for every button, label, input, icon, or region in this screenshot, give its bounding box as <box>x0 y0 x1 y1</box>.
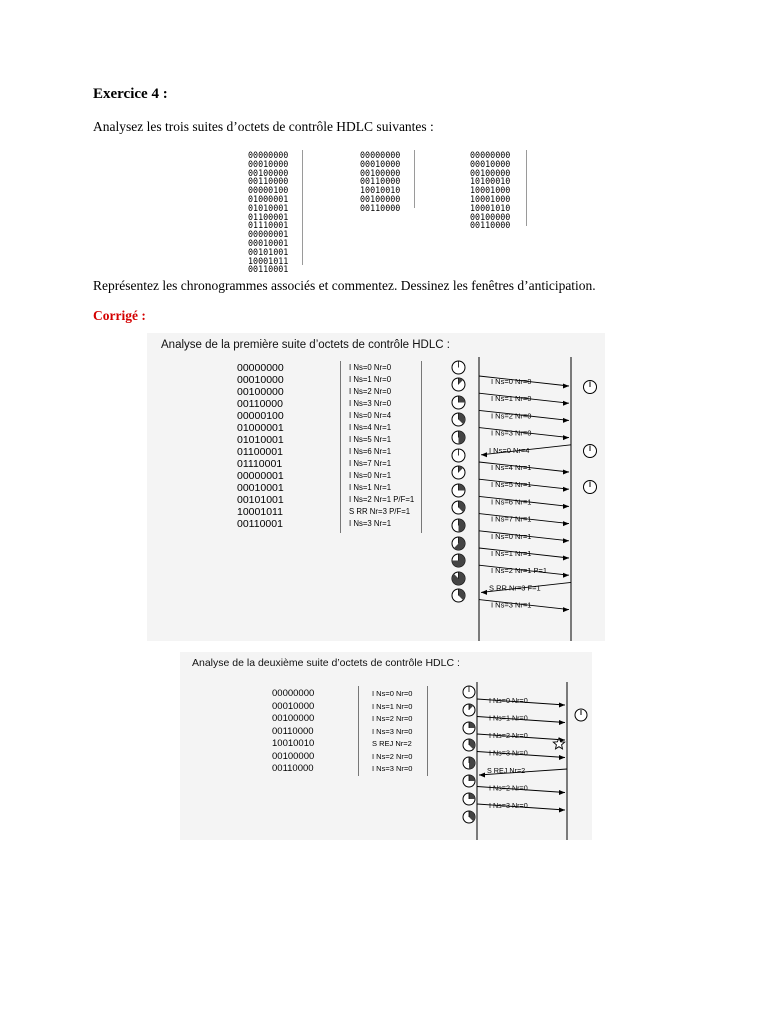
analysis-2-caption: Analyse de la deuxième suite d’octets de contrôle HDLC : <box>192 657 460 669</box>
window-icon <box>462 810 476 824</box>
octet-cell: 01110001 <box>237 458 283 470</box>
arrow-label: I Ns=2 Nr=0 <box>489 731 528 740</box>
octet-value: 00010000 <box>248 158 289 169</box>
octet-value: 00010001 <box>248 237 289 248</box>
frame-cell: I Ns=2 Nr=1 P/F=1 <box>349 495 415 504</box>
octet-value: 10001010 <box>470 202 511 213</box>
window-icon <box>462 792 476 806</box>
octet-value: 00110001 <box>248 264 289 275</box>
window-icon <box>462 738 476 752</box>
octet-cell: 00000000 <box>237 362 284 374</box>
frame-cell: I Ns=6 Nr=1 <box>349 447 392 456</box>
arrow-label: S RR Nr=3 F=1 <box>489 583 541 593</box>
frame-cell: I Ns=5 Nr=1 <box>349 435 392 444</box>
exercise-intro: Analysez les trois suites d’octets de contrôle HDLC suivantes : <box>93 119 434 134</box>
octet-value: 00000000 <box>360 150 401 160</box>
frame-cell: I Ns=0 Nr=1 <box>349 471 392 480</box>
timer-icon <box>584 481 597 494</box>
arrow-label: I Ns=3 Nr=0 <box>491 428 532 438</box>
arrow-label: I Ns=0 Nr=4 <box>489 445 530 455</box>
separator-line <box>421 361 422 533</box>
analysis-2-chronogram <box>475 682 592 840</box>
sequence-3 <box>470 151 510 230</box>
octet-value: 01100001 <box>248 211 289 222</box>
octet-cell: 00010001 <box>237 482 284 494</box>
window-icon <box>462 756 476 770</box>
octet-value: 00100000 <box>248 167 289 178</box>
octet-value: 01010001 <box>248 202 289 213</box>
frame-cell: I Ns=3 Nr=0 <box>372 764 413 773</box>
octet-value: 00000000 <box>248 150 289 160</box>
arrow-label: I Ns=3 Nr=1 <box>491 600 532 610</box>
octet-cell: 01000001 <box>237 422 284 434</box>
analysis-1-panel <box>147 333 605 641</box>
octet-value: 00110000 <box>360 202 401 213</box>
corrige-heading: Corrigé : <box>93 308 146 323</box>
separator-line <box>414 150 415 208</box>
timer-icon <box>575 709 587 721</box>
separator-line <box>427 686 428 776</box>
octet-value: 01000001 <box>248 193 289 204</box>
arrow-label: I Ns=0 Nr=0 <box>491 377 532 386</box>
analysis-2-panel <box>180 652 592 840</box>
octet-value: 00100000 <box>470 167 511 178</box>
frame-cell: I Ns=2 Nr=0 <box>372 751 413 761</box>
frame-cell: I Ns=1 Nr=0 <box>372 701 413 711</box>
arrow-label: I Ns=0 Nr=0 <box>489 696 528 705</box>
arrow-label: I Ns=1 Nr=0 <box>491 394 532 404</box>
sequence-2 <box>360 151 400 213</box>
frame-cell: I Ns=2 Nr=0 <box>349 387 392 396</box>
octet-cell: 01010001 <box>237 434 284 446</box>
octet-cell: 00000000 <box>272 688 315 699</box>
arrow-label: I Ns=4 Nr=1 <box>491 463 532 472</box>
octet-value: 00101001 <box>248 246 289 257</box>
frame-cell: I Ns=0 Nr=0 <box>372 689 413 698</box>
arrow-label: I Ns=5 Nr=1 <box>491 480 532 490</box>
window-icon <box>462 721 476 735</box>
arrow-label: S REJ Nr=2 <box>487 766 526 775</box>
octet-value: 00110000 <box>360 176 401 187</box>
octet-value: 10001000 <box>470 185 511 196</box>
analysis-1-caption: Analyse de la première suite d’octets de contrôle HDLC : <box>161 339 450 351</box>
arrow-label: I Ns=7 Nr=1 <box>491 514 532 524</box>
frame-cell: I Ns=0 Nr=0 <box>349 363 392 372</box>
octet-cell: 00101001 <box>237 494 284 506</box>
octet-cell: 00100000 <box>272 750 315 762</box>
timer-icon <box>584 445 597 458</box>
octet-value: 00000001 <box>248 229 289 240</box>
frame-cell: S RR Nr=3 P/F=1 <box>349 507 411 516</box>
octet-value: 10001011 <box>248 255 289 266</box>
arrow-label: I Ns=1 Nr=1 <box>491 549 532 558</box>
arrow-label: I Ns=2 Nr=0 <box>491 411 532 421</box>
separator-line <box>340 361 341 533</box>
arrow-label: I Ns=0 Nr=1 <box>491 531 532 541</box>
octet-value: 00000100 <box>248 185 289 196</box>
octet-cell: 00100000 <box>272 713 315 724</box>
octet-value: 10001000 <box>470 193 511 204</box>
sequence-1 <box>248 151 288 274</box>
octet-cell: 00100000 <box>237 386 284 398</box>
octet-cell: 00000001 <box>237 470 284 482</box>
arrow-label: I Ns=2 Nr=1 P=1 <box>491 566 548 576</box>
octet-value: 10100010 <box>470 176 511 187</box>
arrow-label: I Ns=1 Nr=0 <box>489 713 528 723</box>
frame-cell: I Ns=3 Nr=0 <box>372 726 413 736</box>
octet-value: 00010000 <box>470 158 511 169</box>
frame-cell: I Ns=0 Nr=4 <box>349 411 392 420</box>
arrow-label: I Ns=3 Nr=0 <box>489 748 528 758</box>
octet-value: 01110001 <box>248 220 289 231</box>
octet-value: 00000000 <box>470 150 511 160</box>
analysis-1-chronogram <box>457 357 605 641</box>
frame-cell: I Ns=3 Nr=0 <box>349 399 392 408</box>
separator-line <box>302 150 303 265</box>
octet-value: 00110000 <box>248 176 289 187</box>
octet-cell: 00110000 <box>272 725 314 737</box>
octet-cell: 10001011 <box>237 506 283 518</box>
frame-cell: I Ns=1 Nr=1 <box>349 483 392 492</box>
frame-cell: I Ns=4 Nr=1 <box>349 423 392 432</box>
octet-cell: 00110000 <box>237 398 283 410</box>
octet-value: 10010010 <box>360 185 401 196</box>
octet-value: 00100000 <box>360 193 401 204</box>
exercise-title: Exercice 4 : <box>93 86 168 102</box>
window-icon <box>462 774 476 788</box>
octet-value: 00100000 <box>470 211 511 222</box>
arrow-label: I Ns=6 Nr=1 <box>491 497 532 507</box>
frame-cell: I Ns=2 Nr=0 <box>372 714 413 723</box>
octet-cell: 00110000 <box>272 763 314 774</box>
window-icon <box>462 703 476 717</box>
arrow-label: I Ns=2 Nr=0 <box>489 783 528 793</box>
octet-value: 00010000 <box>360 158 401 169</box>
window-icon <box>462 685 476 699</box>
separator-line <box>358 686 359 776</box>
frame-cell: S REJ Nr=2 <box>372 739 412 748</box>
arrow-label: I Ns=3 Nr=0 <box>489 801 528 810</box>
octet-cell: 00010000 <box>237 374 284 386</box>
frame-cell: I Ns=1 Nr=0 <box>349 375 392 384</box>
octet-cell: 00000100 <box>237 410 284 422</box>
octet-value: 00110000 <box>470 220 511 231</box>
octet-cell: 00010000 <box>272 700 315 712</box>
separator-line <box>526 150 527 226</box>
octet-cell: 10010010 <box>272 738 315 749</box>
octet-cell: 01100001 <box>237 446 283 458</box>
octet-cell: 00110001 <box>237 518 283 530</box>
instructions: Représentez les chronogrammes associés et commentez. Dessinez les fenêtres d’anticipation. <box>93 278 596 293</box>
octet-value: 00100000 <box>360 167 401 178</box>
frame-cell: I Ns=7 Nr=1 <box>349 459 392 468</box>
timer-icon <box>584 381 597 394</box>
frame-cell: I Ns=3 Nr=1 <box>349 519 392 528</box>
